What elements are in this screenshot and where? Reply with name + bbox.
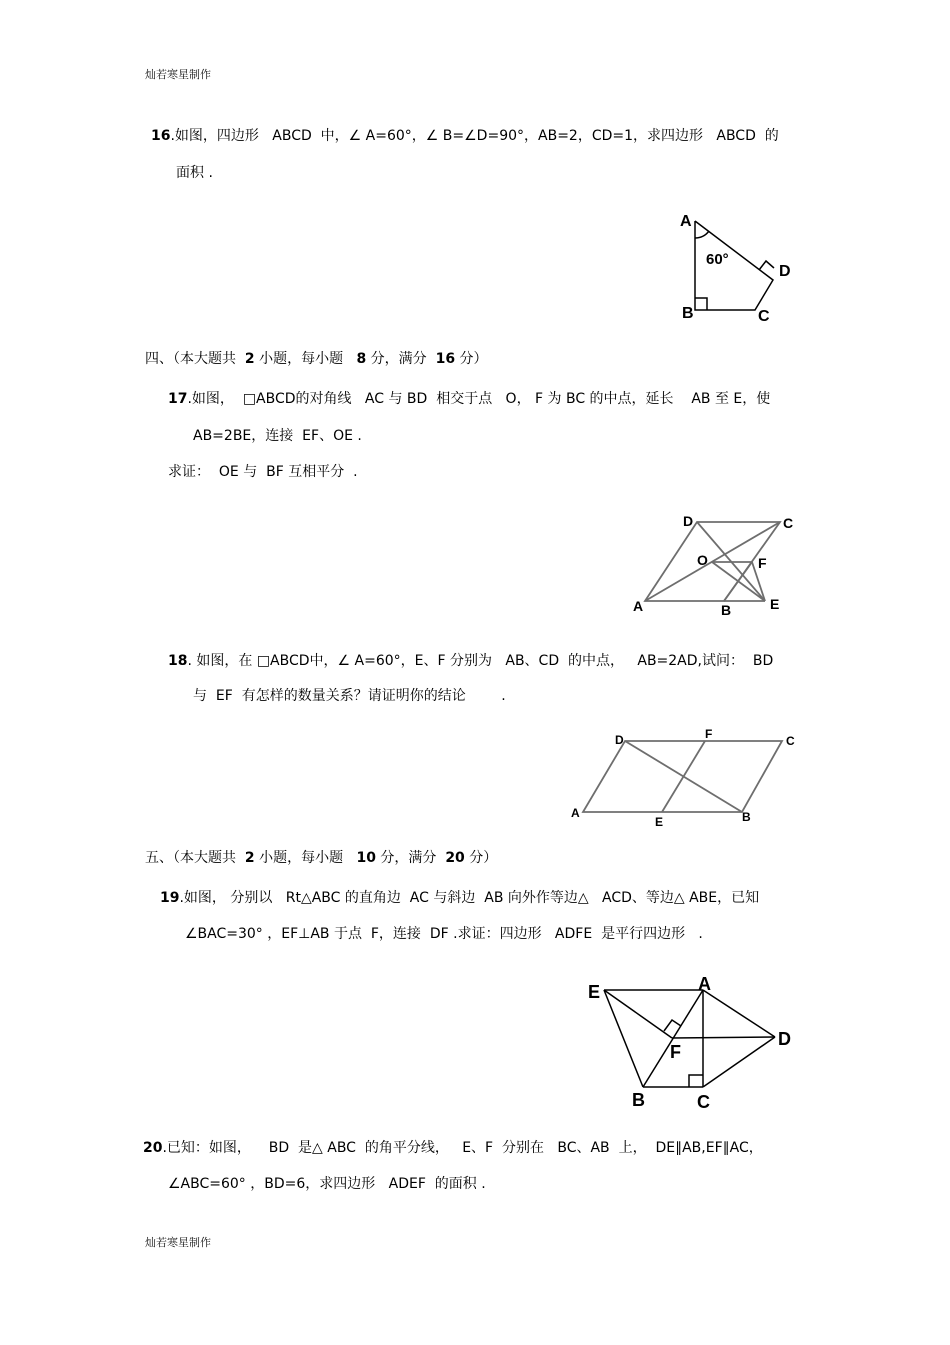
fig19-label-E: E [588, 982, 601, 1002]
header-watermark: 灿若寒星制作 [145, 68, 211, 81]
problem-20-line2: ∠ABC=60° ，BD=6，求四边形 ADEF 的面积 . [168, 1176, 486, 1192]
fig18-label-F: F [705, 727, 713, 741]
fig19-segment-CD [703, 1037, 775, 1087]
problem-16-line2: 面积 . [176, 165, 213, 181]
problem-17-number: 17 [168, 391, 188, 407]
fig17-label-E: E [770, 596, 780, 612]
fig19-segment-FD [672, 1037, 775, 1038]
fig18-label-A: A [571, 806, 580, 820]
fig19-label-C: C [697, 1092, 710, 1112]
fig18-label-E: E [655, 815, 664, 829]
problem-16-number: 16 [151, 128, 171, 144]
problem-17-line2: AB=2BE，连接 EF、OE . [193, 428, 362, 444]
problem-19-line2: ∠BAC=30° ，EF⊥AB 于点 F，连接 DF .求证：四边形 ADFE 是平行四边形 . [185, 926, 703, 942]
problem-19-number: 19 [160, 890, 180, 906]
section-five-heading: 五、（本大题共 2 小题，每小题 10 分，满分 20 分） [145, 850, 498, 866]
problem-20-text: .已知：如图， BD 是△ ABC 的角平分线， E、F 分别在 BC、AB 上， DE∥AB,EF∥AC， [162, 1140, 763, 1156]
fig17-label-C: C [783, 515, 794, 531]
problem-19-text: .如图， 分别以 Rt△ABC 的直角边 AC 与斜边 AB 向外作等边△ ACD、等边△ ABE，已知 [179, 890, 760, 906]
problem-20-number: 20 [143, 1140, 163, 1156]
fig19-label-A: A [698, 974, 711, 994]
fig17-label-A: A [633, 598, 644, 614]
footer-watermark: 灿若寒星制作 [145, 1236, 211, 1249]
fig17-label-D: D [683, 513, 694, 529]
problem-18-text: . 如图，在 □ABCD中，∠ A=60°，E、F 分别为 AB、CD 的中点， AB=2AD,试问： BD [187, 653, 774, 669]
fig19-right-angle-C [689, 1075, 703, 1087]
fig16-label-angle: 60° [706, 251, 729, 268]
problem-16-text: .如图，四边形 ABCD 中，∠ A=60°，∠ B=∠D=90°，AB=2，CD=1，求四边形 ABCD 的 [170, 128, 779, 144]
fig17-label-O: O [697, 552, 708, 568]
fig17-label-B: B [721, 602, 732, 618]
fig19-label-F: F [670, 1042, 681, 1062]
problem-17-text: .如图， □ABCD的对角线 AC 与 BD 相交于点 O， F 为 BC 的中点，延长 AB 至 E，使 [187, 391, 771, 407]
fig18-label-D: D [615, 733, 624, 747]
problem-17-line3: 求证： OE 与 BF 互相平分 . [168, 464, 358, 480]
fig17-label-F: F [758, 555, 767, 571]
fig19-segment-AD [703, 990, 775, 1037]
fig16-label-C: C [758, 308, 770, 325]
fig19-label-D: D [778, 1029, 791, 1049]
fig16-label-D: D [779, 263, 791, 280]
problem-18-line2: 与 EF 有怎样的数量关系？请证明你的结论 . [193, 688, 506, 704]
problem-20-line1 [143, 1141, 763, 1155]
fig16-label-B: B [682, 305, 694, 322]
section-four-heading: 四、（本大题共 2 小题，每小题 8 分，满分 16 分） [145, 351, 488, 367]
fig18-label-B: B [742, 810, 751, 824]
fig16-label-A: A [680, 213, 692, 230]
fig18-label-C: C [786, 734, 795, 748]
fig19-label-B: B [632, 1090, 645, 1110]
problem-18-number: 18 [168, 653, 188, 669]
